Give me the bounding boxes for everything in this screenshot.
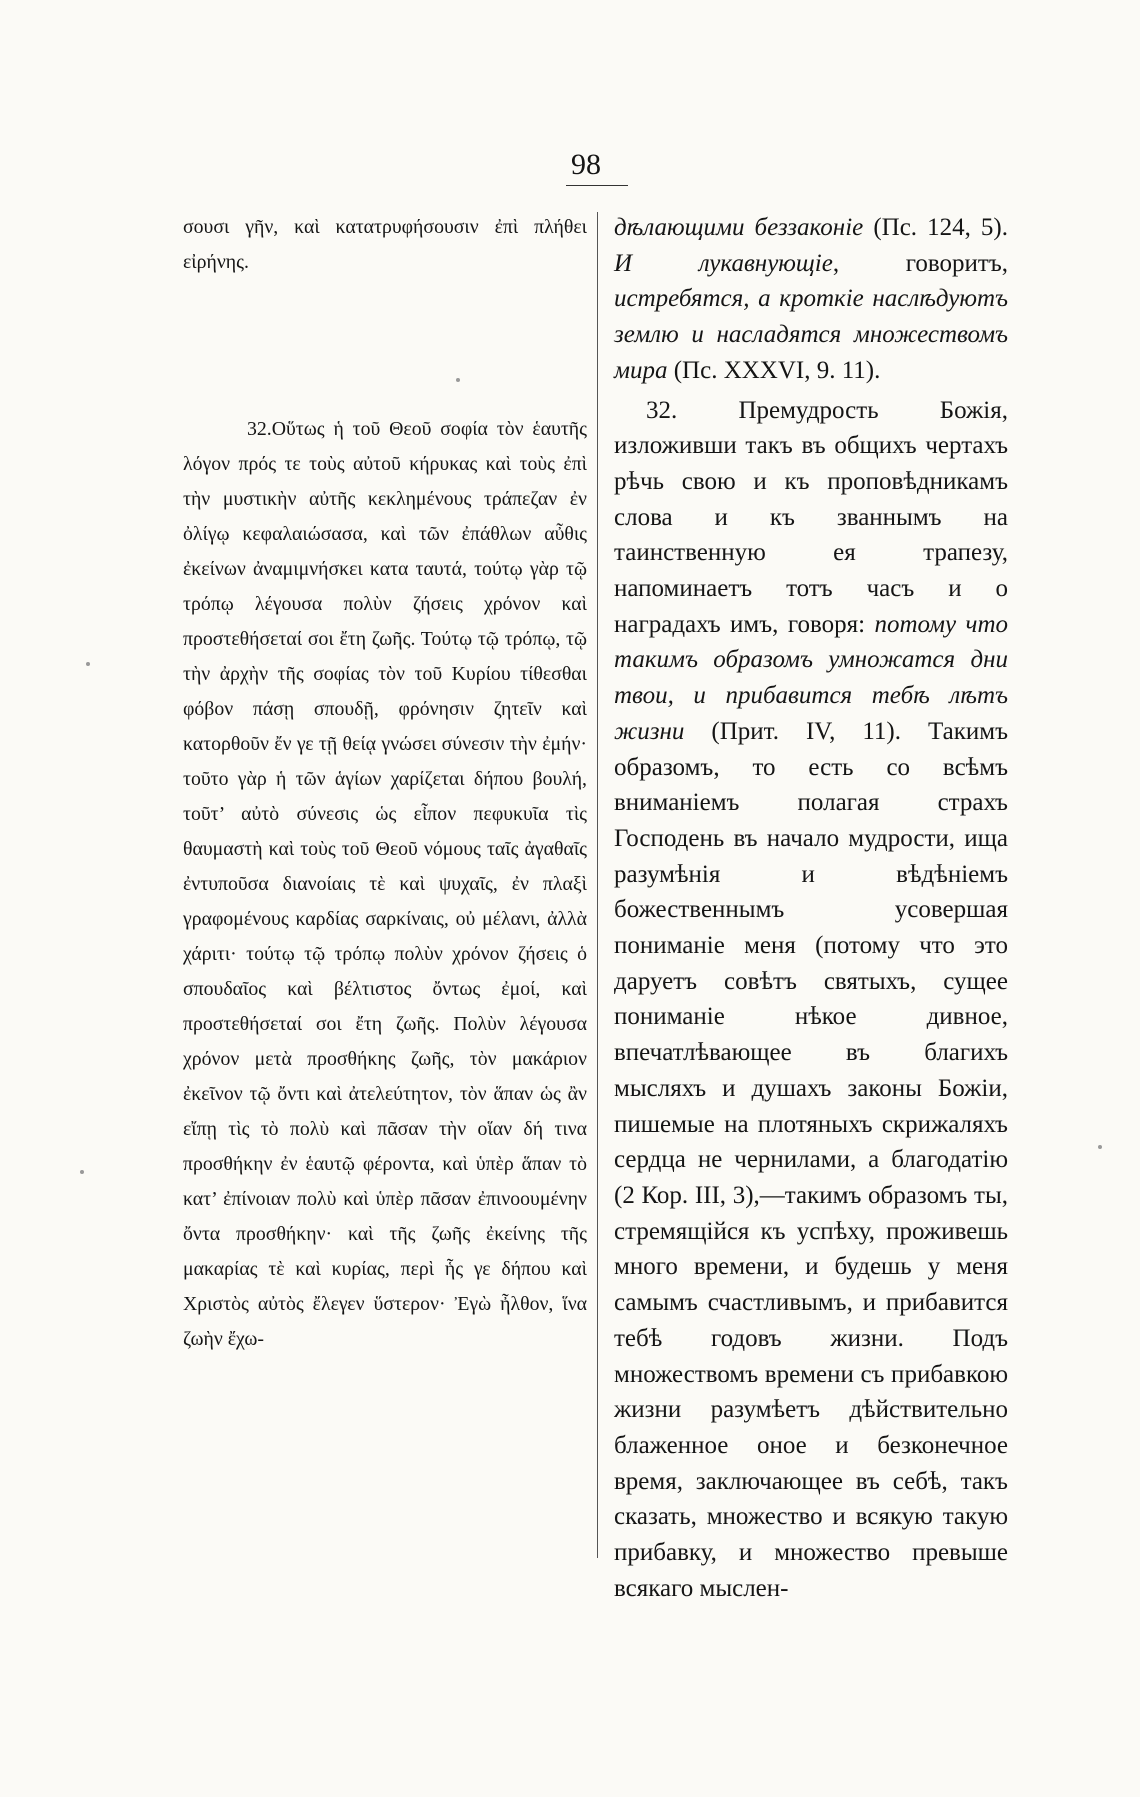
text: 32. Премудрость Божія, изложивши такъ въ общихъ чертахъ рѣчь свою и къ проповѣдникамъ слова и къ званнымъ на таинственную ея трапезу, напоминаетъ тотъ часъ и о наградахъ имъ, говоря: bbox=[614, 396, 1008, 638]
column-divider bbox=[597, 212, 598, 1558]
text: (Прит. IV, 11). Такимъ образомъ, то есть со всѣмъ вниманіемъ полагая страхъ Господень въ начало мудрости, ища разумѣнія и вѣдѣніемъ божественнымъ усовершая пониманіе меня (потому что это даруетъ совѣтъ святыхъ, сущее пониманіе нѣкое дивное, впечатлѣвающее въ благихъ мысляхъ и душахъ законы Божіи, пишемые на плотяныхъ скрижаляхъ сердца не чернилами, а благодатію (2 Кор. III, 3),—такимъ образомъ ты, стремящійся къ успѣху, проживешь много времени, и будешь у меня самымъ счастливымъ, и прибавится тебѣ годовъ жизни. Подъ множествомъ времени съ прибавкою жизни разумѣетъ дѣйствительно блаженное оное и безконечное время, заключающее въ себѣ, такъ сказать, множество и всякую такую прибавку, и множество превыше всякаго мыслен- bbox=[614, 717, 1008, 1602]
greek-paragraph-2: 32.Οὕτως ἡ τοῦ Θεοῦ σοφία τὸν ἑαυτῆς λόγον πρός τε τοὺς αὐτοῦ κήρυκας καὶ τοὺς ἐπὶ τὴν μυστικὴν αὐτῆς κεκλημένους τράπεζαν ἐν ὀλίγῳ κεφαλαιώσασα, καὶ τῶν ἐπάθλων αὖθις ἐκείνων ἀναμιμνήσκει κατα ταυτά, τούτῳ γὰρ τῷ τρόπῳ λέγουσα πολὺν ζήσεις χρόνον καὶ προστεθήσεταί σοι ἔτη ζωῆς. Τούτῳ τῷ τρόπῳ, τῷ τὴν ἀρχὴν τῆς σοφίας τὸν τοῦ Κυρίου τίθεσθαι φόβον πάσῃ σπουδῇ, φρόνησιν ζητεῖν καὶ κατορθοῦν ἔν γε τῇ θείᾳ γνώσει σύνεσιν τὴν ἐμήν· τοῦτο γὰρ ἡ τῶν ἁγίων χαρίζεται δήπου βουλή, τοῦτ’ αὐτὸ σύνεσις ὡς εἶπον πεφυκυῖα τὶς θαυμαστὴ καὶ τοὺς τοῦ Θεοῦ νόμους ταῖς ἀγαθαῖς ἐντυποῦσα διανοίαις τὲ καὶ ψυχαῖς, ἐν πλαξὶ γραφομένους καρδίας σαρκίναις, οὐ μέλανι, ἀλλὰ χάριτι· τούτῳ τῷ τρόπῳ πολὺν χρόνον ζήσεις ὁ σπουδαῖος καὶ βέλτιστος ὄντως ἐμοί, καὶ προστεθήσεταί σοι ἔτη ζωῆς. Πολὺν λέγουσα χρόνον μετὰ προσθήκης ζωῆς, τὸν μακάριον ἐκεῖνον τῷ ὄντι καὶ ἀτελεύτητον, τὸν ἅπαν ὡς ἂν εἴπῃ τὶς τὸ πολὺ καὶ πᾶσαν τὴν οἵαν δή τινα προσθήκην ἐν ἑαυτῷ φέροντα, καὶ ὑπὲρ ἅπαν τὸ κατ’ ἐπίνοιαν πολὺ καὶ ὑπὲρ πᾶσαν ἐπινοουμένην ὄντα προσθήκην· καὶ τῆς ζωῆς ἐκείνης τῆς μακαρίας τὲ καὶ κυρίας, περὶ ἧς γε δήπου καὶ Χριστὸς αὐτὸς ἔλεγεν ὕστερον· Ἐγὼ ἦλθον, ἵνα ζωὴν ἔχω- bbox=[183, 418, 587, 1350]
page-number: 98 bbox=[571, 148, 601, 181]
greek-column bbox=[183, 210, 587, 1357]
italic-quote: истребятся, а кроткіе наслѣдуютъ землю и насладятся множествомъ мира bbox=[614, 285, 1008, 384]
stray-mark bbox=[80, 1170, 84, 1174]
stray-mark bbox=[456, 378, 460, 382]
stray-mark bbox=[86, 662, 90, 666]
russian-paragraph-1 bbox=[614, 210, 1008, 389]
greek-paragraph-1: σουσι γῆν, καὶ κατατρυφήσουσιν ἐπὶ πλήθει εἰρήνης. bbox=[183, 216, 587, 273]
russian-column bbox=[614, 210, 1008, 1606]
text: , говоритъ, bbox=[832, 249, 1008, 277]
reference: (Пс. 124, 5). bbox=[863, 214, 1008, 241]
russian-paragraph-2 bbox=[614, 393, 1008, 1607]
italic-quote: дѣлающими беззаконіе bbox=[614, 214, 864, 241]
reference: (Пс. XXXVI, 9. 11). bbox=[667, 356, 881, 384]
page-number-rule bbox=[566, 185, 628, 186]
stray-mark bbox=[1098, 1145, 1102, 1149]
italic-quote: И лукавнующіе bbox=[614, 249, 833, 277]
italic-quote: потому что такимъ образомъ умножатся дни твои, и прибавится тебѣ лѣтъ жизни bbox=[614, 610, 1009, 745]
